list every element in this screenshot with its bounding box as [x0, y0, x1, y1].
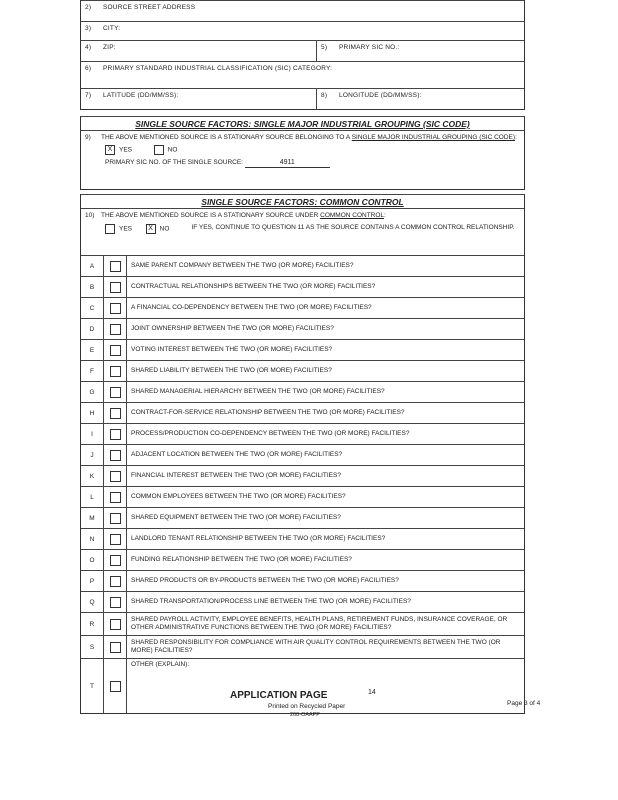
factor-cell: [104, 445, 127, 465]
factor-checkbox[interactable]: [110, 366, 121, 377]
factor-row: [81, 570, 524, 591]
factor-row: [81, 465, 524, 486]
factor-row: [81, 276, 524, 297]
sic-yes-checkbox[interactable]: X: [105, 145, 115, 155]
factor-text: FINANCIAL INTEREST BETWEEN THE TWO (OR MORE) FACILITIES?: [131, 471, 341, 479]
factor-text: COMMON EMPLOYEES BETWEEN THE TWO (OR MORE) FACILITIES?: [131, 492, 346, 500]
factor-text: SHARED MANAGERIAL HIERARCHY BETWEEN THE TWO (OR MORE) FACILITIES?: [131, 387, 385, 395]
factor-letter: O: [81, 550, 104, 570]
factor-text: ADJACENT LOCATION BETWEEN THE TWO (OR MORE) FACILITIES?: [131, 450, 343, 458]
factor-checkbox[interactable]: [110, 555, 121, 566]
factor-checkbox[interactable]: [110, 408, 121, 419]
factor-cell: [104, 382, 127, 402]
factor-checkbox[interactable]: [110, 597, 121, 608]
factor-checkbox[interactable]: [110, 324, 121, 335]
primary-sic-single-label: PRIMARY SIC NO. OF THE SINGLE SOURCE:: [105, 158, 243, 166]
factor-row: [81, 635, 524, 658]
factor-letter: R: [81, 613, 104, 635]
factor-checkbox[interactable]: [110, 429, 121, 440]
factor-letter: L: [81, 487, 104, 507]
factor-cell: [104, 592, 127, 612]
factor-row: [81, 486, 524, 507]
factor-cell: [104, 636, 127, 658]
latitude-label: LATITUDE (DD/MM/SS):: [103, 92, 179, 99]
factor-text: SHARED RESPONSIBILITY FOR COMPLIANCE WITH AIR QUALITY CONTROL REQUIREMENTS BETWEEN THE TWO (OR MORE) FACILITIES?: [131, 638, 501, 654]
factor-checkbox[interactable]: [110, 681, 121, 692]
factor-letter: F: [81, 361, 104, 381]
factor-cell: [104, 361, 127, 381]
application-page-number: 14: [368, 689, 376, 696]
longitude-label: LONGITUDE (DD/MM/SS):: [339, 92, 422, 99]
factor-cell: [104, 424, 127, 444]
factor-checkbox[interactable]: [110, 534, 121, 545]
factor-text: SHARED TRANSPORTATION/PROCESS LINE BETWEEN THE TWO (OR MORE) FACILITIES?: [131, 597, 411, 605]
factor-text: CONTRACT-FOR-SERVICE RELATIONSHIP BETWEEN THE TWO (OR MORE) FACILITIES?: [131, 408, 405, 416]
sic-category-row: [81, 61, 524, 88]
factor-row: [81, 339, 524, 360]
factor-checkbox[interactable]: [110, 619, 121, 630]
sic-no-checkbox[interactable]: [154, 145, 164, 155]
factor-cell: [104, 466, 127, 486]
factor-cell: [104, 550, 127, 570]
street-row: [81, 0, 524, 21]
zip-sic-row: [81, 40, 524, 61]
factor-text: VOTING INTEREST BETWEEN THE TWO (OR MORE) FACILITIES?: [131, 345, 333, 353]
factor-row: [81, 297, 524, 318]
factor-letter: H: [81, 403, 104, 423]
factor-cell: [104, 340, 127, 360]
sic-section-title: SINGLE SOURCE FACTORS: SINGLE MAJOR INDUSTRIAL GROUPING (SIC CODE): [81, 116, 524, 130]
factor-letter: C: [81, 298, 104, 318]
factor-text: CONTRACTUAL RELATIONSHIPS BETWEEN THE TWO (OR MORE) FACILITIES?: [131, 282, 376, 290]
factor-letter: A: [81, 256, 104, 276]
factor-text: SAME PARENT COMPANY BETWEEN THE TWO (OR MORE) FACILITIES?: [131, 261, 354, 269]
zip-label: ZIP:: [103, 44, 116, 51]
primary-sic-field[interactable]: 5) PRIMARY SIC NO.:: [316, 41, 524, 61]
cc-question: 10) THE ABOVE MENTIONED SOURCE IS A STATIONARY SOURCE UNDER COMMON CONTROL: YES X NO IF YES, CONTINUE TO QUESTION 11 AS THE SOURCE CONTAINS A COMMON CONTROL RELATIONSHIP.: [81, 208, 524, 255]
sic-question-text: THE ABOVE MENTIONED SOURCE IS A STATIONARY SOURCE BELONGING TO A SINGLE MAJOR INDUSTRIAL GROUPING (SIC CODE):: [101, 134, 517, 141]
factor-text: SHARED PRODUCTS OR BY-PRODUCTS BETWEEN THE TWO (OR MORE) FACILITIES?: [131, 576, 399, 584]
factor-row: [81, 381, 524, 402]
longitude-field[interactable]: 8) LONGITUDE (DD/MM/SS):: [316, 89, 524, 109]
factor-checkbox[interactable]: [110, 492, 121, 503]
factor-letter: B: [81, 277, 104, 297]
factor-list: [81, 255, 524, 713]
city-field[interactable]: 3) CITY:: [85, 25, 121, 32]
factor-row: [81, 318, 524, 339]
latitude-field[interactable]: 7) LATITUDE (DD/MM/SS):: [85, 92, 179, 99]
cc-no-checkbox[interactable]: X: [146, 224, 156, 234]
factor-row: [81, 528, 524, 549]
factor-checkbox[interactable]: [110, 576, 121, 587]
factor-checkbox[interactable]: [110, 303, 121, 314]
factor-row: [81, 549, 524, 570]
sic-category-field[interactable]: 6) PRIMARY STANDARD INDUSTRIAL CLASSIFICATION (SIC) CATEGORY:: [85, 65, 333, 72]
recycled-paper-note: Printed on Recycled Paper: [268, 703, 346, 710]
factor-checkbox[interactable]: [110, 513, 121, 524]
factor-letter: I: [81, 424, 104, 444]
factor-letter: G: [81, 382, 104, 402]
factor-checkbox[interactable]: [110, 261, 121, 272]
factor-cell: [104, 403, 127, 423]
cc-section-title: SINGLE SOURCE FACTORS: COMMON CONTROL: [81, 194, 524, 208]
identification-box: [80, 0, 525, 110]
factor-cell: [104, 571, 127, 591]
factor-letter: N: [81, 529, 104, 549]
form-page: [80, 0, 525, 714]
primary-sic-single-value[interactable]: 4911: [245, 159, 330, 169]
zip-field[interactable]: 4) ZIP:: [85, 44, 116, 51]
factor-row: [81, 360, 524, 381]
factor-letter: K: [81, 466, 104, 486]
factor-text: JOINT OWNERSHIP BETWEEN THE TWO (OR MORE) FACILITIES?: [131, 324, 334, 332]
factor-letter: Q: [81, 592, 104, 612]
factor-row: [81, 255, 524, 276]
factor-letter: M: [81, 508, 104, 528]
factor-cell: [104, 487, 127, 507]
factor-row: [81, 444, 524, 465]
factor-letter: P: [81, 571, 104, 591]
factor-cell: [104, 319, 127, 339]
factor-text: SHARED LIABILITY BETWEEN THE TWO (OR MORE) FACILITIES?: [131, 366, 332, 374]
factor-text: PROCESS/PRODUCTION CO-DEPENDENCY BETWEEN THE TWO (OR MORE) FACILITIES?: [131, 429, 410, 437]
factor-text: A FINANCIAL CO-DEPENDENCY BETWEEN THE TWO (OR MORE) FACILITIES?: [131, 303, 372, 311]
form-code: 268-OAAPP: [290, 712, 320, 718]
factor-checkbox[interactable]: [110, 450, 121, 461]
city-row: [81, 21, 524, 40]
factor-letter: S: [81, 636, 104, 658]
common-control-section: [80, 194, 525, 714]
factor-checkbox[interactable]: [110, 387, 121, 398]
factor-cell: [104, 508, 127, 528]
factor-letter: E: [81, 340, 104, 360]
factor-row: [81, 612, 524, 635]
factor-checkbox[interactable]: [110, 282, 121, 293]
factor-checkbox[interactable]: [110, 471, 121, 482]
cc-yes-checkbox[interactable]: [105, 224, 115, 234]
factor-checkbox[interactable]: [110, 345, 121, 356]
factor-text: LANDLORD TENANT RELATIONSHIP BETWEEN THE TWO (OR MORE) FACILITIES?: [131, 534, 386, 542]
sic-section: [80, 116, 525, 190]
application-page-title: APPLICATION PAGE: [230, 690, 328, 701]
cc-question-text: THE ABOVE MENTIONED SOURCE IS A STATIONARY SOURCE UNDER COMMON CONTROL:: [101, 212, 386, 219]
factor-row: [81, 423, 524, 444]
factor-text: OTHER (EXPLAIN):: [131, 661, 190, 668]
factor-row: [81, 591, 524, 612]
sic-question: 9) THE ABOVE MENTIONED SOURCE IS A STATIONARY SOURCE BELONGING TO A SINGLE MAJOR INDUSTRIAL GROUPING (SIC CODE): X YES NO PRIMARY SIC NO. OF THE SINGLE SOURCE: 4911: [81, 130, 524, 189]
street-label: SOURCE STREET ADDRESS: [103, 4, 196, 11]
factor-cell: [104, 659, 127, 713]
factor-cell: [104, 529, 127, 549]
page-of-label: Page 3 of 4: [507, 700, 541, 707]
factor-cell: [104, 298, 127, 318]
factor-letter: D: [81, 319, 104, 339]
factor-letter: J: [81, 445, 104, 465]
city-label: CITY:: [103, 25, 121, 32]
factor-cell: [104, 256, 127, 276]
factor-cell: [104, 613, 127, 635]
sic-category-label: PRIMARY STANDARD INDUSTRIAL CLASSIFICATION (SIC) CATEGORY:: [103, 65, 333, 72]
cc-note: IF YES, CONTINUE TO QUESTION 11 AS THE SOURCE CONTAINS A COMMON CONTROL RELATIONSHIP.: [191, 223, 515, 231]
lat-long-row: [81, 88, 524, 109]
factor-cell: [104, 277, 127, 297]
factor-row: [81, 507, 524, 528]
primary-sic-label: PRIMARY SIC NO.:: [339, 44, 400, 51]
factor-row: [81, 402, 524, 423]
factor-checkbox[interactable]: [110, 642, 121, 653]
factor-letter: T: [81, 659, 104, 713]
factor-text: FUNDING RELATIONSHIP BETWEEN THE TWO (OR MORE) FACILITIES?: [131, 555, 352, 563]
factor-text: SHARED EQUIPMENT BETWEEN THE TWO (OR MORE) FACILITIES?: [131, 513, 341, 521]
street-field[interactable]: 2) SOURCE STREET ADDRESS: [85, 4, 196, 11]
factor-text: SHARED PAYROLL ACTIVITY, EMPLOYEE BENEFITS, HEALTH PLANS, RETIREMENT FUNDS, INSURANCE COVERAGE, OR OTHER ADMINISTRATIVE FUNCTIONS BETWEEN THE TWO (OR MORE) FACILITIES?: [131, 615, 508, 631]
